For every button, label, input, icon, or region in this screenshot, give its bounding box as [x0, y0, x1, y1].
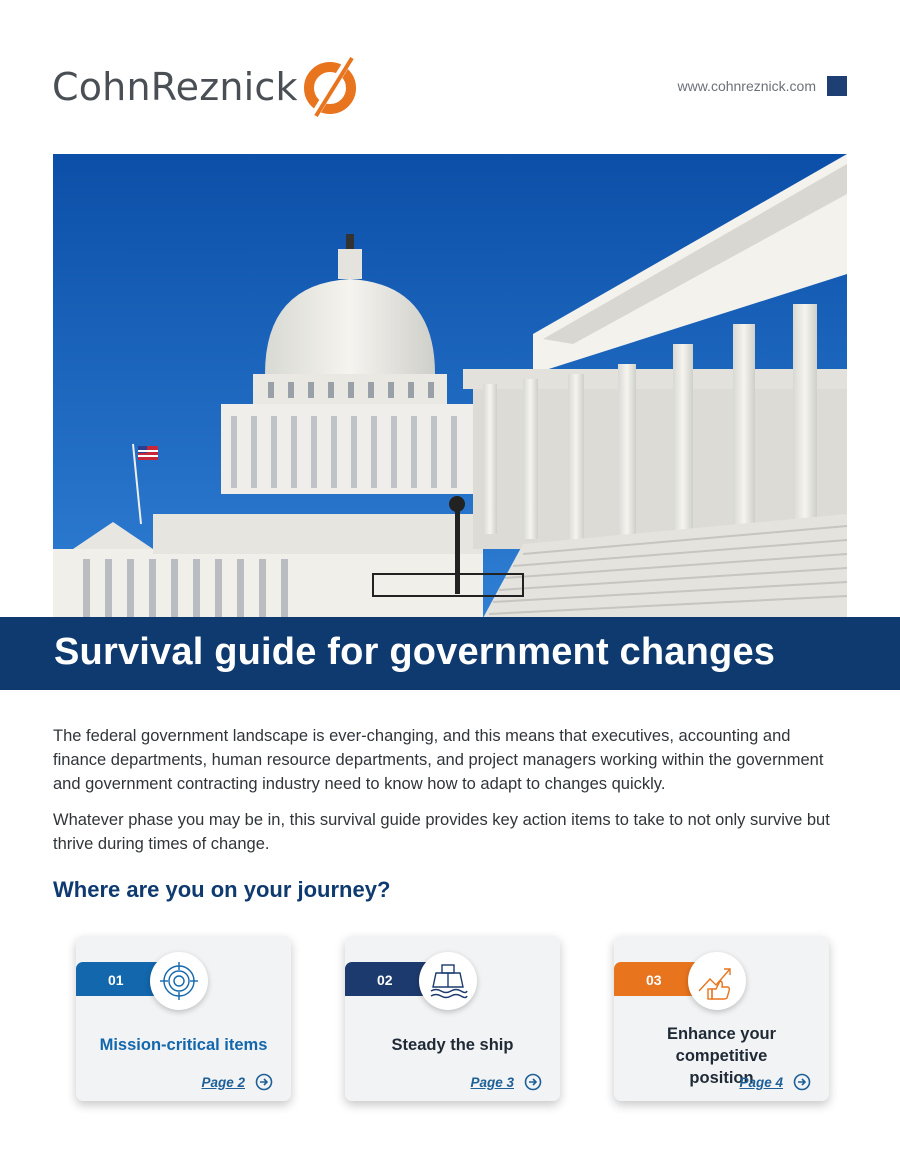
- target-icon: [150, 952, 208, 1010]
- title-banner: [0, 617, 900, 690]
- card-title: Enhance your competitive position: [666, 1025, 777, 1087]
- growth-thumbs-up-icon: [688, 952, 746, 1010]
- card-title: Steady the ship: [391, 1036, 514, 1054]
- page-4-link[interactable]: [739, 1073, 811, 1091]
- arrow-right-circle-icon[interactable]: [793, 1073, 811, 1091]
- ship-icon: [419, 952, 477, 1010]
- page-2-link[interactable]: [201, 1073, 273, 1091]
- card-title: Mission-critical items: [99, 1036, 268, 1054]
- journey-card-mission-critical[interactable]: [76, 936, 291, 1101]
- arrow-right-circle-icon[interactable]: [255, 1073, 273, 1091]
- brand-wordmark: CohnReznick: [52, 65, 298, 109]
- brand-logo[interactable]: [52, 54, 362, 120]
- page-3-link[interactable]: [470, 1073, 542, 1091]
- card-link-label[interactable]: Page 3: [470, 1074, 514, 1090]
- journey-card-competitive-position[interactable]: [614, 936, 829, 1101]
- intro-paragraph-1: The federal government landscape is ever-changing, and this means that executives, accounting and finance departments, human resource departments, and project managers working within the government and government contracting industry need to know how to adapt to changes quickly.: [53, 727, 824, 793]
- card-link-label[interactable]: Page 4: [739, 1074, 783, 1090]
- arrow-right-circle-icon[interactable]: [524, 1073, 542, 1091]
- brand-mark-icon: [300, 54, 362, 120]
- hero-image-capitol: [53, 154, 847, 618]
- intro-section: [53, 724, 833, 856]
- card-number: 01: [108, 972, 124, 988]
- card-link-label[interactable]: Page 2: [201, 1074, 245, 1090]
- card-number: 03: [646, 972, 662, 988]
- card-number: 02: [377, 972, 393, 988]
- website-url[interactable]: www.cohnreznick.com: [677, 78, 816, 94]
- header-accent-square: [827, 76, 847, 96]
- page-title: Survival guide for government changes: [54, 631, 776, 673]
- journey-card-steady-ship[interactable]: [345, 936, 560, 1101]
- intro-paragraph-2: Whatever phase you may be in, this survival guide provides key action items to take to not only survive but thrive during times of change.: [53, 811, 830, 853]
- journey-heading: Where are you on your journey?: [53, 877, 391, 902]
